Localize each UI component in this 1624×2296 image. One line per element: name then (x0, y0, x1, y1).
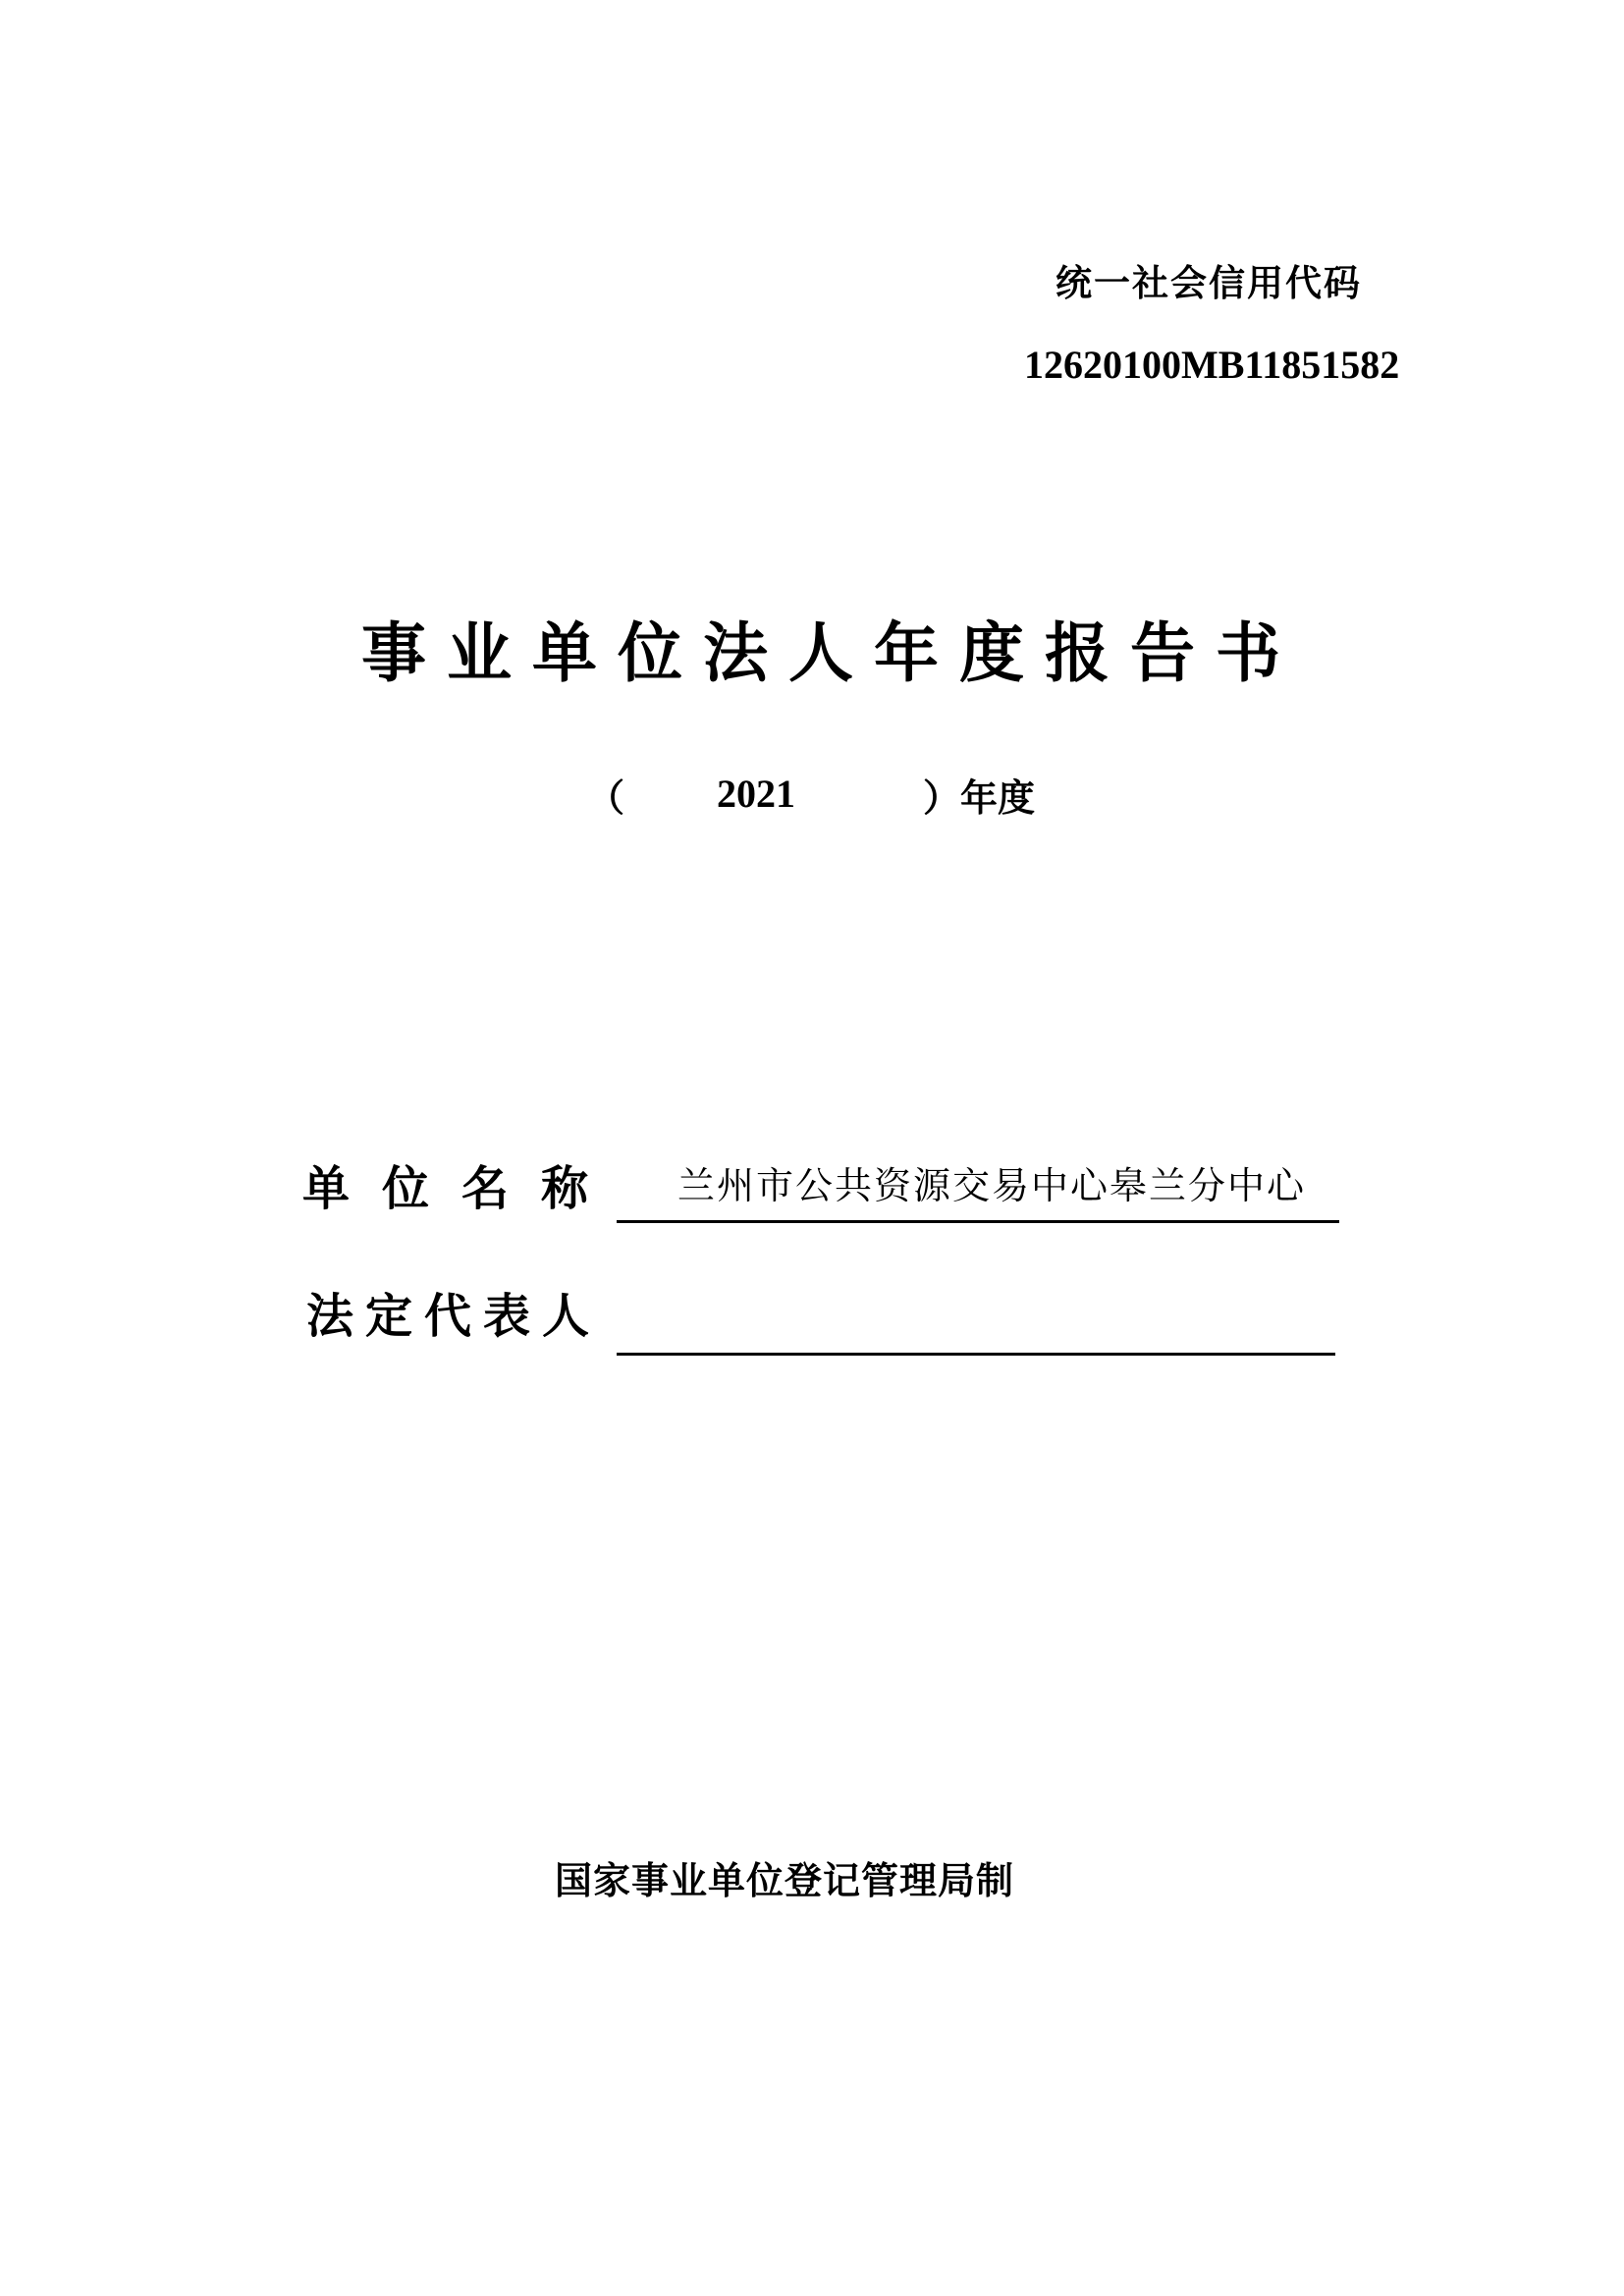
page-title: 事业单位法人年度报告书 (361, 615, 1301, 691)
year-open-paren: （ (587, 775, 625, 820)
legal-rep-underline (617, 1353, 1335, 1356)
credit-code-label: 统一社会信用代码 (1056, 261, 1362, 304)
unit-name-underline (617, 1220, 1339, 1223)
year-suffix: ）年度 (923, 775, 1036, 820)
unit-name-value: 兰州市公共资源交易中心皋兰分中心 (677, 1164, 1307, 1207)
issuer-footer: 国家事业单位登记管理局制 (555, 1858, 1015, 1902)
legal-rep-label: 法定代表人 (306, 1289, 602, 1344)
credit-code-value: 12620100MB11851582 (1024, 343, 1400, 387)
unit-name-label: 单位名称 (302, 1161, 622, 1216)
report-year: 2021 (717, 772, 795, 816)
